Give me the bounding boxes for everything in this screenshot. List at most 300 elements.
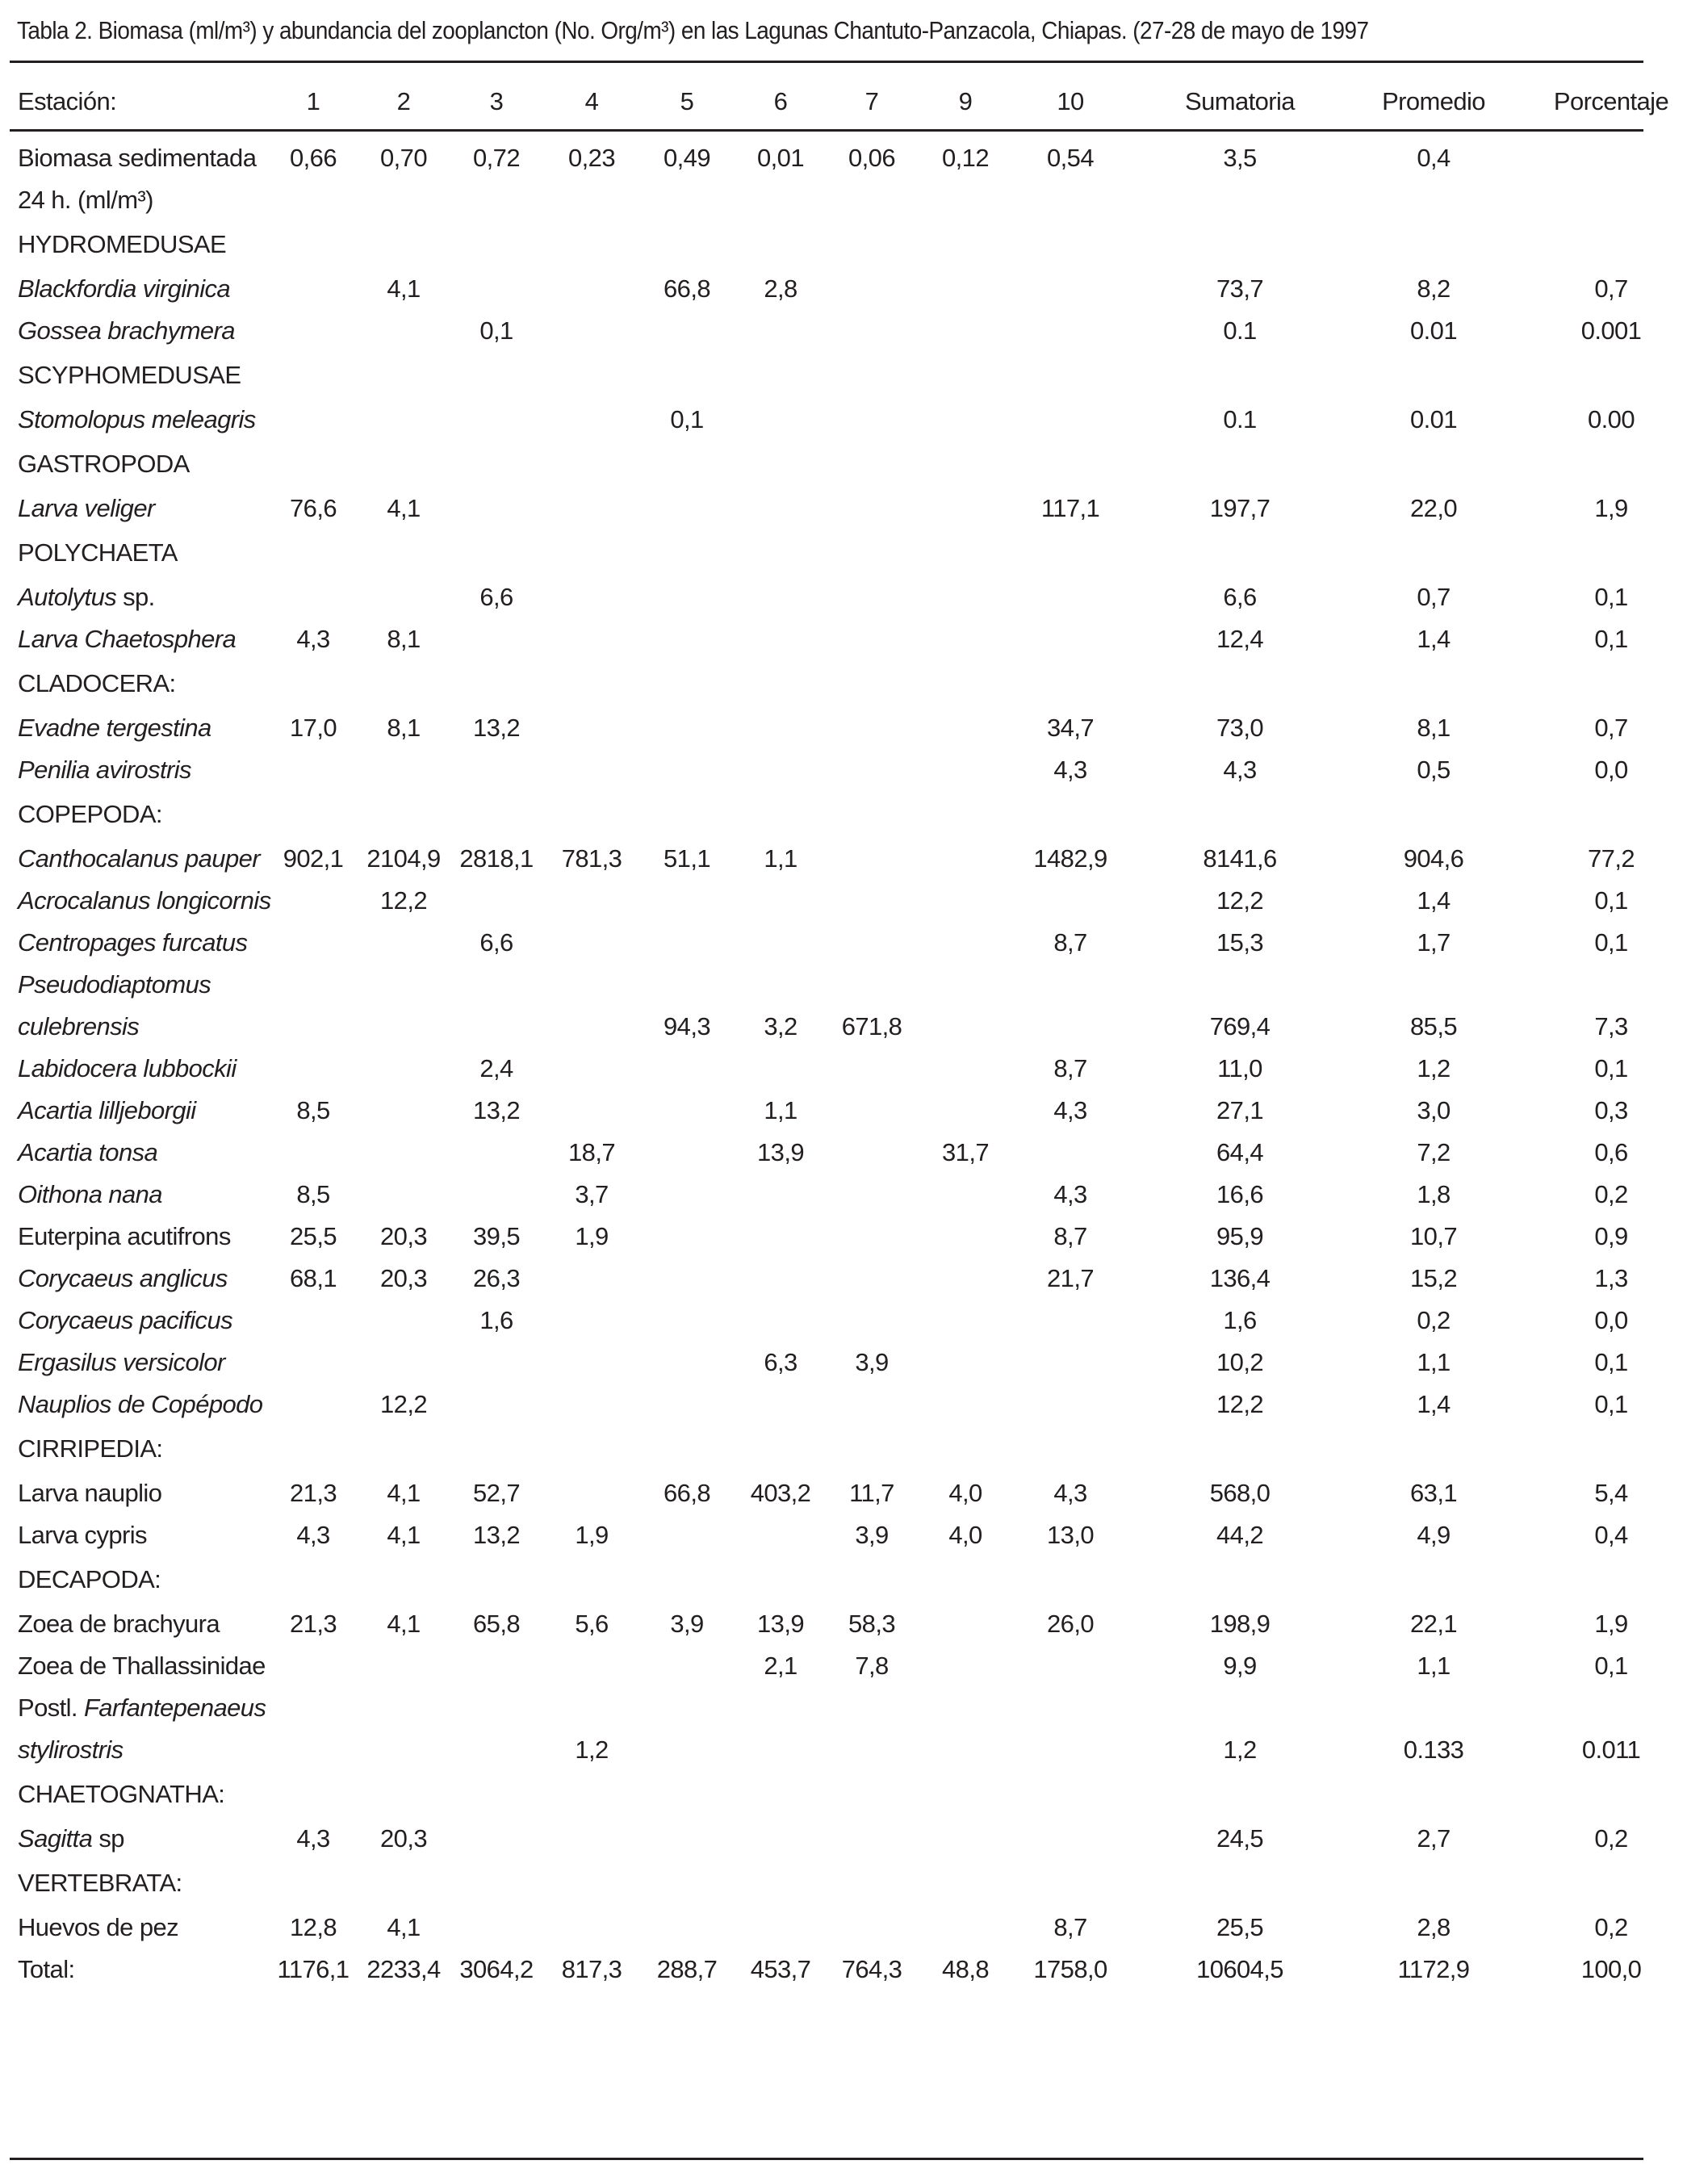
value-cell: 21,3: [290, 1610, 337, 1638]
value-cell: [1014, 1729, 1127, 1771]
row-label: [10, 1472, 268, 1514]
empty-cell: [639, 1687, 735, 1729]
empty-cell: [1514, 1556, 1708, 1603]
empty-cell: [1127, 221, 1353, 268]
empty-cell: [1514, 1687, 1708, 1729]
empty-cell: [449, 221, 544, 268]
value-cell: 8,1: [387, 625, 421, 653]
empty-cell: [358, 179, 449, 221]
value-cell: 1172,9: [1397, 1955, 1470, 1983]
value-cell: 0,9: [1594, 1222, 1628, 1250]
empty-cell: [268, 791, 358, 838]
value-cell: 4,1: [387, 1610, 421, 1638]
value-cell: 0,1: [1594, 583, 1628, 611]
value-cell: [827, 922, 917, 964]
value-cell: 0,1: [479, 316, 513, 345]
table-row: [10, 1603, 1708, 1645]
value-cell: 13,0: [1047, 1521, 1094, 1549]
empty-cell: [1353, 964, 1514, 1006]
taxon-name: Huevos de pez: [18, 1913, 178, 1941]
value-cell: 1,9: [575, 1222, 609, 1250]
table-row: [10, 707, 1708, 749]
group-heading: CIRRIPEDIA:: [18, 1434, 163, 1463]
value-cell: 64,4: [1216, 1138, 1263, 1166]
value-cell: 1,1: [764, 1096, 797, 1124]
value-cell: 10,2: [1216, 1348, 1263, 1376]
value-cell: [639, 1090, 735, 1132]
value-cell: 63,1: [1410, 1479, 1457, 1507]
value-cell: [917, 1216, 1014, 1258]
zooplankton-table: [10, 74, 1708, 1991]
empty-cell: [1514, 221, 1708, 268]
empty-cell: [268, 1860, 358, 1907]
empty-cell: [268, 964, 358, 1006]
row-label: [10, 707, 268, 749]
value-cell: 52,7: [473, 1479, 520, 1507]
value-cell: 4,0: [948, 1479, 982, 1507]
value-cell: 73,7: [1216, 274, 1263, 303]
table-row: [10, 1384, 1708, 1426]
taxon-name: Sagitta: [18, 1824, 93, 1853]
value-cell: 117,1: [1040, 494, 1100, 522]
value-cell: [358, 1300, 449, 1342]
empty-cell: [268, 1771, 358, 1818]
value-cell: 76,6: [290, 494, 337, 522]
value-cell: 4,3: [1223, 756, 1257, 784]
value-cell: 1,9: [1594, 1610, 1628, 1638]
value-cell: 94,3: [664, 1012, 710, 1040]
value-cell: 198,9: [1209, 1610, 1271, 1638]
taxon-name: Zoea de Thallassinidae: [18, 1652, 266, 1680]
empty-cell: [735, 1687, 827, 1729]
value-cell: 1,2: [575, 1735, 609, 1764]
value-cell: 18,7: [568, 1138, 615, 1166]
value-cell: [735, 618, 827, 660]
empty-cell: [1014, 352, 1127, 399]
value-cell: [735, 1174, 827, 1216]
value-cell: [544, 1258, 639, 1300]
value-cell: 8,7: [1053, 1913, 1087, 1941]
value-cell: [917, 1384, 1014, 1426]
table-row: [10, 488, 1708, 530]
empty-cell: [1014, 964, 1127, 1006]
value-cell: 0,6: [1594, 1138, 1628, 1166]
taxon-name: Labidocera lubbockii: [18, 1054, 237, 1082]
value-cell: 0.001: [1580, 316, 1642, 345]
row-label: [10, 964, 268, 1006]
value-cell: [358, 1090, 449, 1132]
header-cell: 5: [680, 87, 694, 115]
group-row: [10, 1860, 1708, 1907]
value-cell: 27,1: [1216, 1096, 1263, 1124]
taxon-name: Stomolopus meleagris: [18, 405, 256, 433]
empty-cell: [827, 441, 917, 488]
value-cell: 44,2: [1216, 1521, 1263, 1549]
value-cell: 1,2: [1223, 1735, 1257, 1764]
value-cell: [735, 1514, 827, 1556]
empty-cell: [735, 964, 827, 1006]
header-cell: 3: [489, 87, 504, 115]
empty-cell: [735, 1426, 827, 1472]
value-cell: [735, 1907, 827, 1949]
value-cell: 1,3: [1594, 1264, 1628, 1292]
taxon-name: Gossea brachymera: [18, 316, 235, 345]
taxon-name: Zoea de brachyura: [18, 1610, 220, 1638]
value-cell: [827, 749, 917, 791]
value-cell: 13,9: [757, 1138, 804, 1166]
empty-cell: [544, 441, 639, 488]
value-cell: [544, 618, 639, 660]
empty-cell: [358, 791, 449, 838]
value-cell: 0,4: [1417, 144, 1451, 172]
label-prefix: Postl.: [18, 1694, 84, 1722]
group-heading: SCYPHOMEDUSAE: [18, 361, 241, 389]
value-cell: [544, 268, 639, 310]
empty-cell: [1014, 1426, 1127, 1472]
empty-cell: [268, 441, 358, 488]
empty-cell: [268, 1556, 358, 1603]
empty-cell: [917, 1426, 1014, 1472]
value-cell: [917, 1907, 1014, 1949]
value-cell: [735, 880, 827, 922]
empty-cell: [917, 791, 1014, 838]
empty-cell: [1514, 530, 1708, 576]
value-cell: [639, 880, 735, 922]
value-cell: 1,7: [1417, 928, 1451, 957]
value-cell: [268, 1645, 358, 1687]
value-cell: [1514, 129, 1708, 179]
empty-cell: [1514, 1860, 1708, 1907]
value-cell: [268, 1132, 358, 1174]
empty-cell: [449, 791, 544, 838]
value-cell: 0,1: [1594, 1652, 1628, 1680]
value-cell: 4,1: [387, 1479, 421, 1507]
value-cell: 769,4: [1209, 1012, 1271, 1040]
value-cell: 2,8: [764, 274, 797, 303]
table-row: [10, 1687, 1708, 1729]
value-cell: [544, 707, 639, 749]
value-cell: [268, 1300, 358, 1342]
value-cell: [827, 1258, 917, 1300]
value-cell: [827, 618, 917, 660]
empty-cell: [735, 179, 827, 221]
value-cell: [735, 1216, 827, 1258]
value-cell: [1014, 618, 1127, 660]
empty-cell: [917, 179, 1014, 221]
empty-cell: [735, 1556, 827, 1603]
empty-cell: [735, 660, 827, 707]
taxon-name: Oithona nana: [18, 1180, 162, 1208]
value-cell: 0,7: [1417, 583, 1451, 611]
group-row: [10, 1556, 1708, 1603]
value-cell: [1014, 1818, 1127, 1860]
empty-cell: [639, 1771, 735, 1818]
value-cell: [449, 1132, 544, 1174]
value-cell: [917, 488, 1014, 530]
taxon-name-cont: culebrensis: [18, 1012, 140, 1040]
value-cell: 12,2: [380, 1390, 427, 1418]
empty-cell: [1127, 964, 1353, 1006]
value-cell: [268, 922, 358, 964]
value-cell: 7,2: [1417, 1138, 1451, 1166]
empty-cell: [639, 964, 735, 1006]
bottom-rule: [10, 2158, 1643, 2160]
empty-cell: [735, 441, 827, 488]
value-cell: [917, 399, 1014, 441]
value-cell: 0.01: [1410, 316, 1457, 345]
value-cell: [544, 1048, 639, 1090]
empty-cell: [735, 1771, 827, 1818]
row-label: [10, 1645, 268, 1687]
value-cell: 15,2: [1410, 1264, 1457, 1292]
group-heading: GASTROPODA: [18, 450, 190, 478]
empty-cell: [544, 530, 639, 576]
table-row: [10, 1132, 1708, 1174]
header-cell: 9: [958, 87, 973, 115]
value-cell: 0.00: [1588, 405, 1635, 433]
value-cell: [827, 488, 917, 530]
value-cell: [358, 399, 449, 441]
value-cell: 8,1: [387, 714, 421, 742]
taxon-name-cont: stylirostris: [18, 1735, 123, 1764]
empty-cell: [268, 352, 358, 399]
top-rule: [10, 61, 1643, 63]
value-cell: [544, 1818, 639, 1860]
header-row: [10, 74, 1708, 129]
value-cell: [827, 1729, 917, 1771]
value-cell: 4,9: [1417, 1521, 1451, 1549]
empty-cell: [1353, 221, 1514, 268]
header-cell: 6: [773, 87, 788, 115]
value-cell: [358, 1729, 449, 1771]
group-heading: COPEPODA:: [18, 800, 162, 828]
empty-cell: [1514, 964, 1708, 1006]
value-cell: [449, 1818, 544, 1860]
value-cell: 1,9: [575, 1521, 609, 1549]
value-cell: [735, 1300, 827, 1342]
value-cell: 8,7: [1053, 1054, 1087, 1082]
row-label: [10, 922, 268, 964]
empty-cell: [268, 1426, 358, 1472]
value-cell: 5,6: [575, 1610, 609, 1638]
table-row: [10, 1006, 1708, 1048]
taxon-name: Autolytus: [18, 583, 117, 611]
header-cell: Promedio: [1382, 87, 1485, 115]
value-cell: [639, 922, 735, 964]
value-cell: 26,3: [473, 1264, 520, 1292]
empty-cell: [639, 791, 735, 838]
taxon-name: Pseudodiaptomus: [18, 970, 211, 999]
table-row: [10, 1514, 1708, 1556]
value-cell: 4,3: [1053, 1479, 1087, 1507]
value-cell: 4,1: [387, 1521, 421, 1549]
value-cell: [735, 1818, 827, 1860]
empty-cell: [1127, 1860, 1353, 1907]
value-cell: 197,7: [1209, 494, 1271, 522]
row-label: [10, 1258, 268, 1300]
empty-cell: [544, 964, 639, 1006]
empty-cell: [1514, 791, 1708, 838]
taxon-name: Nauplios de Copépodo: [18, 1390, 263, 1418]
value-cell: 73,0: [1216, 714, 1263, 742]
empty-cell: [827, 1426, 917, 1472]
value-cell: [268, 1729, 358, 1771]
empty-cell: [1014, 530, 1127, 576]
empty-cell: [917, 1860, 1014, 1907]
value-cell: [917, 1048, 1014, 1090]
value-cell: [449, 399, 544, 441]
total-row: [10, 1949, 1708, 1991]
value-cell: 4,3: [296, 1521, 330, 1549]
value-cell: [639, 1342, 735, 1384]
empty-cell: [827, 352, 917, 399]
value-cell: [917, 838, 1014, 880]
value-cell: 0,06: [848, 144, 895, 172]
row-label: [10, 1048, 268, 1090]
value-cell: 10604,5: [1196, 1955, 1283, 1983]
value-cell: 0.011: [1581, 1735, 1641, 1764]
empty-cell: [449, 352, 544, 399]
table-row: [10, 268, 1708, 310]
empty-cell: [1514, 352, 1708, 399]
value-cell: 3,9: [855, 1521, 889, 1549]
value-cell: 11,7: [849, 1479, 894, 1507]
row-label: [10, 1342, 268, 1384]
value-cell: [544, 576, 639, 618]
value-cell: [544, 488, 639, 530]
empty-cell: [449, 964, 544, 1006]
value-cell: [639, 310, 735, 352]
value-cell: [1014, 310, 1127, 352]
value-cell: 0,54: [1047, 144, 1094, 172]
value-cell: [827, 1300, 917, 1342]
empty-cell: [449, 179, 544, 221]
value-cell: 136,4: [1209, 1264, 1271, 1292]
empty-cell: [1127, 179, 1353, 221]
value-cell: [1014, 880, 1127, 922]
label-suffix: sp.: [116, 583, 155, 611]
value-cell: [268, 310, 358, 352]
header-cell: 4: [584, 87, 599, 115]
row-label: [10, 1006, 268, 1048]
empty-cell: [544, 1771, 639, 1818]
empty-cell: [544, 1426, 639, 1472]
value-cell: 1,1: [1417, 1652, 1451, 1680]
value-cell: 13,2: [473, 714, 520, 742]
table-row: [10, 922, 1708, 964]
value-cell: [735, 1384, 827, 1426]
value-cell: 4,3: [1053, 1096, 1087, 1124]
value-cell: 6,3: [764, 1348, 797, 1376]
empty-cell: [639, 530, 735, 576]
value-cell: [358, 576, 449, 618]
value-cell: [268, 749, 358, 791]
value-cell: 1482,9: [1033, 844, 1107, 873]
value-cell: 1176,1: [277, 1955, 350, 1983]
value-cell: [1014, 1645, 1127, 1687]
empty-cell: [735, 530, 827, 576]
value-cell: [358, 1645, 449, 1687]
value-cell: 13,9: [757, 1610, 804, 1638]
row-label: [10, 749, 268, 791]
empty-cell: [827, 1687, 917, 1729]
value-cell: 34,7: [1047, 714, 1094, 742]
value-cell: 3,5: [1223, 144, 1257, 172]
value-cell: 20,3: [380, 1824, 427, 1853]
value-cell: [544, 1384, 639, 1426]
value-cell: 0,0: [1594, 756, 1628, 784]
taxon-name: Blackfordia virginica: [18, 274, 231, 303]
value-cell: 6,6: [479, 928, 513, 957]
value-cell: 20,3: [380, 1222, 427, 1250]
value-cell: [1014, 1006, 1127, 1048]
value-cell: 12,2: [1216, 886, 1263, 915]
empty-cell: [1514, 1426, 1708, 1472]
value-cell: [827, 1216, 917, 1258]
row-label: Biomasa sedimentada: [18, 144, 257, 172]
header-cell: 7: [864, 87, 879, 115]
value-cell: 453,7: [750, 1955, 811, 1983]
value-cell: 4,1: [387, 274, 421, 303]
value-cell: [544, 1645, 639, 1687]
value-cell: [917, 1300, 1014, 1342]
value-cell: 6,6: [1223, 583, 1257, 611]
value-cell: 0,1: [1594, 886, 1628, 915]
empty-cell: [358, 530, 449, 576]
value-cell: [268, 1006, 358, 1048]
table-row: [10, 576, 1708, 618]
value-cell: 22,1: [1410, 1610, 1457, 1638]
empty-cell: [544, 1556, 639, 1603]
empty-cell: [1127, 441, 1353, 488]
group-row: [10, 352, 1708, 399]
value-cell: 0,7: [1594, 714, 1628, 742]
value-cell: 0,01: [757, 144, 804, 172]
empty-cell: [639, 441, 735, 488]
value-cell: 0.1: [1223, 405, 1257, 433]
value-cell: 51,1: [664, 844, 710, 873]
value-cell: [449, 1006, 544, 1048]
value-cell: 12,2: [380, 886, 427, 915]
value-cell: 4,3: [296, 1824, 330, 1853]
value-cell: [827, 1907, 917, 1949]
value-cell: 6,6: [479, 583, 513, 611]
value-cell: [917, 922, 1014, 964]
value-cell: [268, 268, 358, 310]
value-cell: [827, 880, 917, 922]
row-label: [10, 268, 268, 310]
value-cell: [544, 1472, 639, 1514]
empty-cell: [917, 1771, 1014, 1818]
table-row: [10, 1300, 1708, 1342]
empty-cell: [358, 964, 449, 1006]
value-cell: 0,49: [664, 144, 710, 172]
value-cell: [1014, 1300, 1127, 1342]
row-label: [10, 1514, 268, 1556]
value-cell: [639, 488, 735, 530]
table-row: [10, 618, 1708, 660]
table-row: [10, 964, 1708, 1006]
value-cell: 764,3: [841, 1955, 902, 1983]
empty-cell: [827, 1860, 917, 1907]
row-label: [10, 838, 268, 880]
table-caption: Tabla 2. Biomasa (ml/m³) y abundancia del zooplancton (No. Org/m³) en las Lagunas Chantuto-Panzacola, Chiapas. (27-28 de mayo de 1997: [17, 16, 1369, 44]
value-cell: 3,7: [575, 1180, 609, 1208]
value-cell: [639, 1258, 735, 1300]
value-cell: 2,7: [1417, 1824, 1451, 1853]
value-cell: 0,3: [1594, 1096, 1628, 1124]
taxon-name: Larva Chaetosphera: [18, 625, 237, 653]
